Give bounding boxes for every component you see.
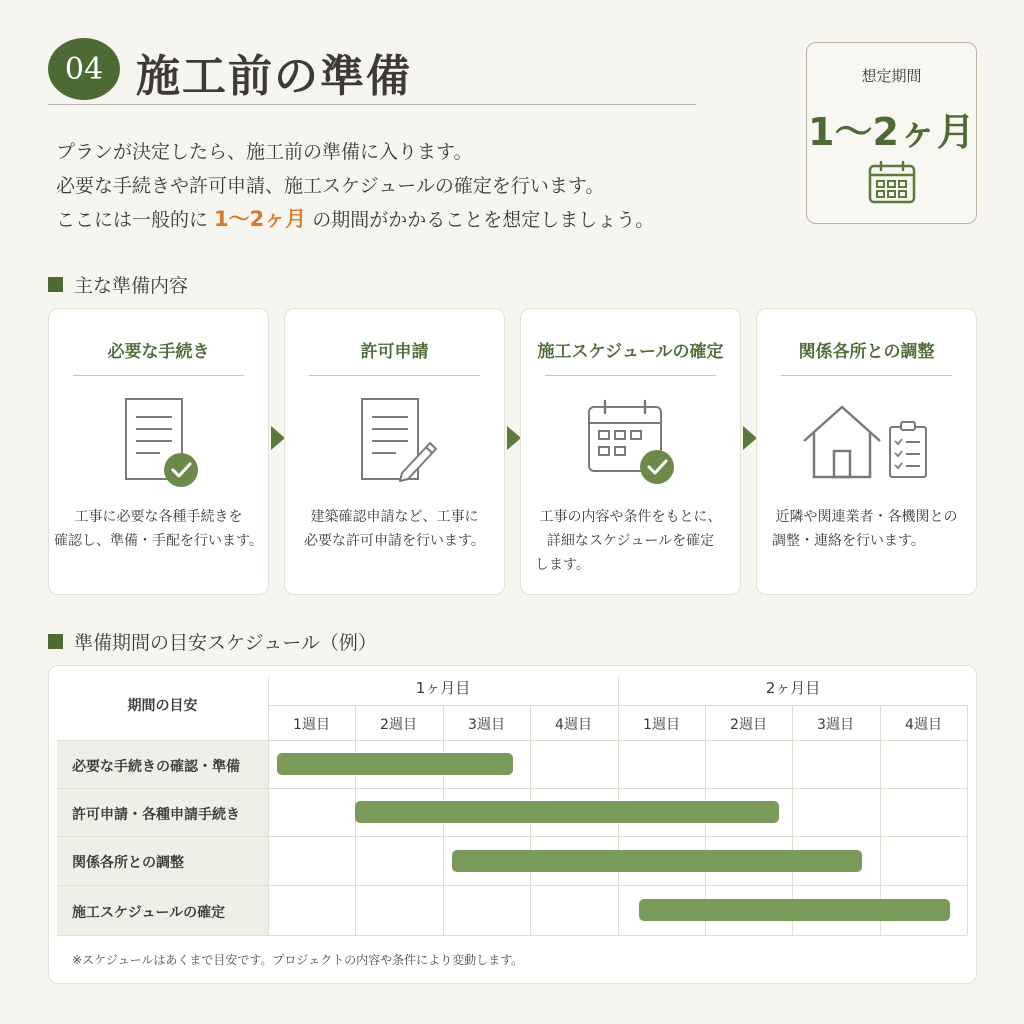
week-label: 4週目 bbox=[555, 717, 592, 733]
month-label: 1ヶ月目 bbox=[415, 679, 471, 697]
grid-line bbox=[57, 885, 967, 886]
house-checklist-icon bbox=[802, 397, 932, 493]
title-divider bbox=[48, 104, 696, 105]
grid-line bbox=[57, 788, 967, 789]
gantt-bar bbox=[277, 753, 513, 775]
grid-line bbox=[268, 705, 967, 706]
section-heading-text: 主な準備内容 bbox=[74, 275, 189, 297]
card-desc-line-1: 建築確認申請など、工事に bbox=[310, 509, 479, 525]
week-label: 2週目 bbox=[380, 717, 417, 733]
grid-line bbox=[57, 836, 967, 837]
card-desc-line-1: 近隣や関連業者・各機関との bbox=[775, 509, 958, 525]
section-heading-main-prep bbox=[48, 271, 188, 298]
grid-line bbox=[967, 705, 968, 935]
month-label: 2ヶ月目 bbox=[765, 679, 821, 697]
card-divider bbox=[73, 375, 244, 376]
schedule-note: ※スケジュールはあくまで目安です。プロジェクトの内容や条件により変動します。 bbox=[72, 953, 524, 967]
card-desc-line-2: 調整・連絡を行います。 bbox=[772, 533, 925, 549]
card-permit bbox=[284, 308, 505, 595]
section-number-badge bbox=[48, 38, 120, 100]
arrow-right-icon bbox=[507, 426, 521, 450]
intro-line-3-pre: ここには一般的に bbox=[56, 209, 209, 231]
card-description bbox=[285, 505, 504, 553]
intro-highlight-period: 1～2ヶ月 bbox=[214, 207, 307, 231]
task-label: 施工スケジュールの確定 bbox=[72, 905, 226, 921]
week-label: 2週目 bbox=[730, 717, 767, 733]
card-divider bbox=[309, 375, 480, 376]
card-description bbox=[521, 505, 740, 577]
card-desc-line-2: 確認し、準備・手配を行います。 bbox=[54, 533, 263, 549]
period-label: 想定期間 bbox=[861, 67, 922, 85]
gantt-bar bbox=[355, 801, 779, 823]
intro-line-3-post: の期間がかかることを想定しましょう。 bbox=[312, 209, 655, 231]
gantt-bar bbox=[452, 850, 863, 872]
intro-line-3 bbox=[56, 203, 654, 233]
card-schedule bbox=[520, 308, 741, 595]
corner-label: 期間の目安 bbox=[127, 698, 198, 714]
section-heading-text: 準備期間の目安スケジュール（例） bbox=[74, 632, 377, 654]
card-title: 必要な手続き bbox=[107, 342, 210, 362]
grid-line bbox=[57, 935, 967, 936]
grid-line bbox=[57, 740, 967, 741]
intro-line-2: 必要な手続きや許可申請、施工スケジュールの確定を行います。 bbox=[56, 175, 605, 197]
card-desc-line-1: 工事の内容や条件をもとに、 bbox=[539, 509, 722, 525]
document-check-icon bbox=[114, 397, 204, 493]
card-description bbox=[757, 505, 976, 553]
period-value: 1～2ヶ月 bbox=[808, 110, 975, 154]
card-procedures bbox=[48, 308, 269, 595]
card-desc-line-2: 必要な許可申請を行います。 bbox=[304, 533, 485, 549]
page-title: 施工前の準備 bbox=[136, 51, 412, 102]
task-label: 必要な手続きの確認・準備 bbox=[72, 759, 240, 775]
intro-line-1: プランが決定したら、施工前の準備に入ります。 bbox=[56, 141, 473, 163]
card-desc-line-3: します。 bbox=[535, 557, 590, 573]
week-label: 4週目 bbox=[905, 717, 942, 733]
gantt-bar bbox=[639, 899, 949, 921]
week-label: 1週目 bbox=[643, 717, 680, 733]
week-label: 1週目 bbox=[293, 717, 330, 733]
calendar-icon bbox=[867, 160, 917, 210]
section-marker bbox=[48, 634, 63, 649]
card-title: 施工スケジュールの確定 bbox=[537, 342, 724, 362]
card-coordination bbox=[756, 308, 977, 595]
week-label: 3週目 bbox=[468, 717, 505, 733]
card-title: 許可申請 bbox=[360, 342, 429, 362]
section-heading-schedule bbox=[48, 628, 377, 655]
card-title: 関係各所との調整 bbox=[798, 342, 935, 362]
card-desc-line-1: 工事に必要な各種手続きを bbox=[74, 509, 243, 525]
section-marker bbox=[48, 277, 63, 292]
week-label: 3週目 bbox=[817, 717, 854, 733]
calendar-check-icon bbox=[583, 397, 679, 493]
section-number: 04 bbox=[64, 51, 104, 87]
document-pencil-icon bbox=[350, 397, 440, 493]
task-label: 関係各所との調整 bbox=[72, 855, 184, 871]
card-desc-line-2: 詳細なスケジュールを確定 bbox=[546, 533, 715, 549]
card-divider bbox=[545, 375, 716, 376]
arrow-right-icon bbox=[743, 426, 757, 450]
arrow-right-icon bbox=[271, 426, 285, 450]
card-description bbox=[49, 505, 268, 553]
card-divider bbox=[781, 375, 952, 376]
task-label: 許可申請・各種申請手続き bbox=[72, 807, 240, 823]
